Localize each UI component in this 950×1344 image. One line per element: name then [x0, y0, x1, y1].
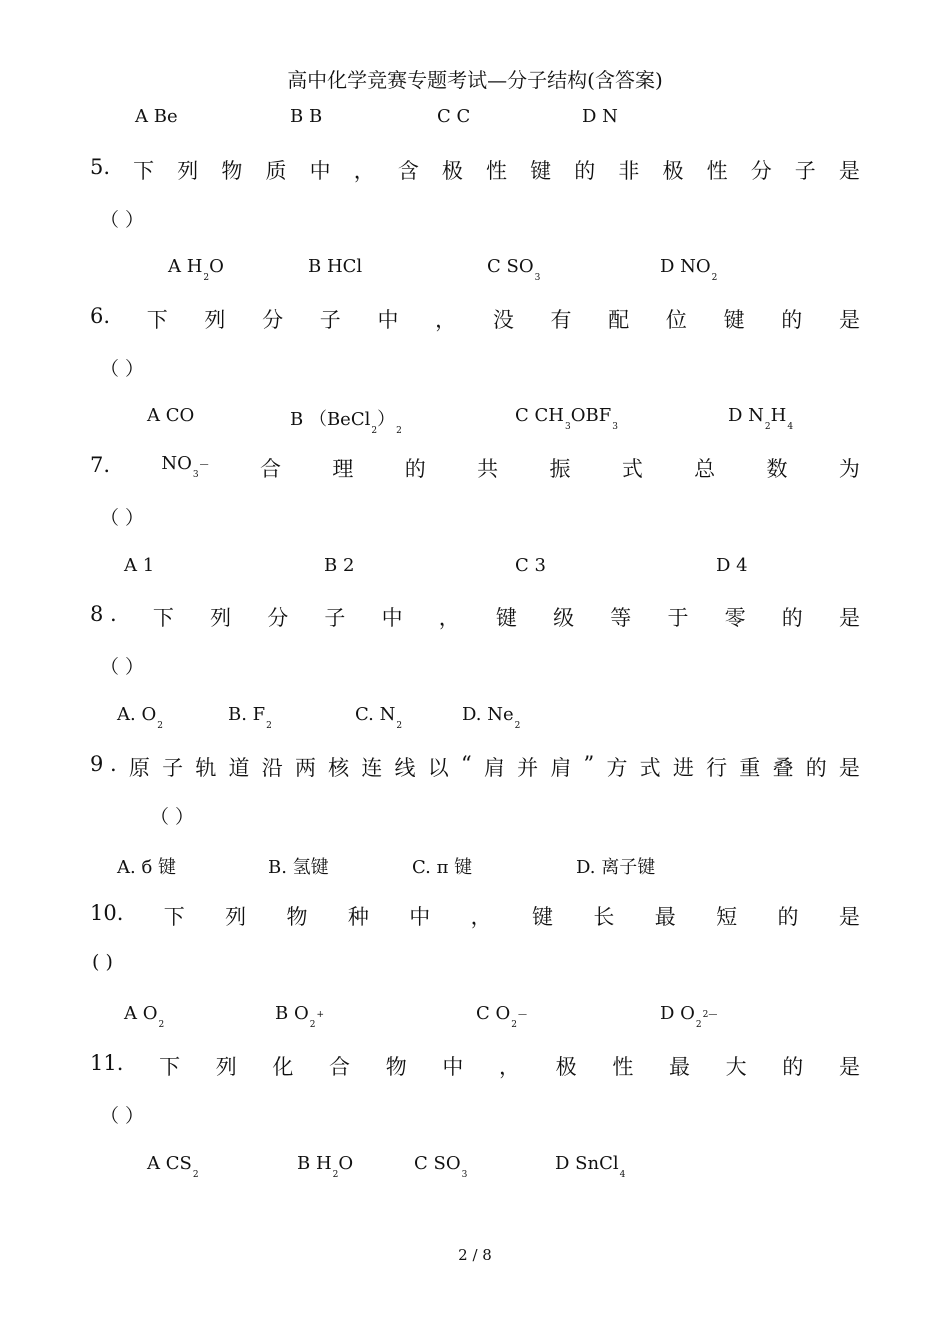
option-b: B HCl — [308, 256, 363, 277]
stem-char: “ — [460, 752, 472, 776]
stem-char: 是 — [838, 1055, 860, 1079]
stem-char: 列 — [210, 606, 232, 630]
stem-char: 是 — [838, 756, 860, 780]
option-d: D SnCl$_4$ — [555, 1153, 626, 1180]
option-c: C $SO_3$ — [414, 1153, 468, 1180]
stem-char: 短 — [716, 905, 738, 929]
answer-blank: （ ） — [100, 507, 145, 529]
option-d: D N — [582, 106, 618, 127]
stem-char: 子 — [324, 606, 346, 630]
stem-char: 核 — [328, 756, 350, 780]
question-6-stem — [90, 304, 860, 334]
stem-char: 的 — [404, 457, 426, 481]
stem-char: 的 — [805, 756, 827, 780]
question-number: 9 . — [90, 752, 117, 776]
option-b: B. $F_2$ — [228, 704, 272, 731]
option-a: A $H_2O$ — [168, 256, 224, 283]
stem-char: ， — [470, 905, 492, 929]
question-number: 6. — [90, 304, 111, 328]
answer-blank: （ ） — [100, 656, 145, 678]
stem-char: ， — [353, 159, 375, 183]
stem-char: 物 — [286, 905, 308, 929]
question-number: 10. — [90, 901, 124, 925]
stem-char: 最 — [668, 1055, 690, 1079]
option-a: A Be — [135, 106, 178, 127]
stem-char: 合 — [260, 457, 282, 481]
stem-char: 长 — [593, 905, 615, 929]
stem-char: 列 — [225, 905, 247, 929]
question-number: 8 . — [90, 602, 117, 626]
stem-char: 的 — [781, 308, 803, 332]
option-a: A CO — [147, 405, 195, 426]
answer-blank: （ ） — [100, 358, 145, 380]
stem-char: 方 — [606, 756, 628, 780]
stem-char: 等 — [610, 606, 632, 630]
stem-char: 道 — [228, 756, 250, 780]
stem-char: 下 — [159, 1055, 181, 1079]
option-c: C $CH_3OBF_3$ — [515, 405, 618, 432]
stem-char: 质 — [265, 159, 287, 183]
option-a: A $O_2$ — [124, 1003, 165, 1030]
option-c: C. π 键 — [412, 857, 473, 878]
stem-char: 原 — [128, 756, 150, 780]
stem-char: 分 — [750, 159, 772, 183]
stem-char: 键 — [495, 606, 517, 630]
stem-char: 叠 — [772, 756, 794, 780]
stem-char: 分 — [267, 606, 289, 630]
stem-char: 行 — [706, 756, 728, 780]
stem-char: 中 — [409, 905, 431, 929]
stem-char: 子 — [162, 756, 184, 780]
option-b: B. 氢键 — [268, 857, 329, 878]
stem-char: 沿 — [261, 756, 283, 780]
option-d: D. 离子键 — [576, 857, 656, 878]
answer-blank: ( ) — [92, 951, 113, 973]
stem-char: 零 — [724, 606, 746, 630]
stem-char: 大 — [725, 1055, 747, 1079]
stem-char: 列 — [177, 159, 199, 183]
stem-char: 两 — [294, 756, 316, 780]
stem-char: 于 — [667, 606, 689, 630]
option-d: D. $Ne_2$ — [462, 704, 521, 731]
stem-char: 最 — [654, 905, 676, 929]
option-c: C $SO_3$ — [487, 256, 541, 283]
stem-char: 列 — [204, 308, 226, 332]
stem-char: 级 — [553, 606, 575, 630]
question-7-stem — [90, 453, 860, 483]
stem-char: 为 — [838, 457, 860, 481]
option-b: B $(BeCl_2)_2$ — [290, 409, 402, 436]
stem-char: 有 — [550, 308, 572, 332]
stem-char: 没 — [492, 308, 514, 332]
stem-char: 物 — [221, 159, 243, 183]
stem-char: 理 — [332, 457, 354, 481]
option-d: D $O_22—$ — [660, 1003, 718, 1030]
stem-char: 物 — [385, 1055, 407, 1079]
stem-char: 的 — [781, 606, 803, 630]
stem-char: ， — [499, 1055, 520, 1079]
stem-char: 是 — [838, 159, 860, 183]
option-c: C 3 — [515, 555, 546, 576]
answer-blank: （ ） — [100, 209, 145, 231]
stem-char: 下 — [163, 905, 185, 929]
answer-blank: （ ） — [100, 1105, 145, 1127]
page-title: 高中化学竞赛专题考试—分子结构(含答案) — [287, 68, 663, 92]
question-number: 11. — [90, 1051, 124, 1075]
question-number: 7. — [90, 453, 111, 477]
stem-char: 共 — [477, 457, 499, 481]
stem-char: 振 — [549, 457, 571, 481]
stem-char: 键 — [530, 159, 552, 183]
stem-char: 下 — [152, 606, 174, 630]
stem-char: ” — [583, 752, 595, 776]
option-b: B $O_2+$ — [275, 1003, 324, 1030]
question-8-stem — [90, 602, 860, 632]
stem-char: 是 — [838, 308, 860, 332]
stem-char: 分 — [262, 308, 284, 332]
stem-char: 的 — [782, 1055, 804, 1079]
stem-char: 轨 — [195, 756, 217, 780]
stem-char: 以 — [427, 756, 449, 780]
option-c: C C — [437, 106, 471, 127]
question-11-stem — [90, 1051, 860, 1081]
stem-char: ， — [438, 606, 460, 630]
stem-char: 中 — [377, 308, 399, 332]
option-a: A. б 键 — [117, 857, 177, 878]
stem-char: 子 — [794, 159, 816, 183]
stem-char: 性 — [612, 1055, 634, 1079]
option-a: A 1 — [124, 555, 155, 576]
option-d: D $N_2H_4$ — [728, 405, 794, 432]
option-c: C $O_2—$ — [476, 1003, 527, 1030]
option-b: B 2 — [324, 555, 355, 576]
stem-char: 种 — [347, 905, 369, 929]
stem-char: 式 — [639, 756, 661, 780]
stem-char: 键 — [723, 308, 745, 332]
option-b: B B — [290, 106, 323, 127]
stem-char: 合 — [329, 1055, 351, 1079]
stem-char: 键 — [532, 905, 554, 929]
stem-char: 性 — [706, 159, 728, 183]
stem-char: 式 — [621, 457, 643, 481]
question-10-stem — [90, 901, 860, 931]
answer-blank: （ ） — [150, 806, 195, 828]
stem-char: 子 — [319, 308, 341, 332]
stem-char: 极 — [662, 159, 684, 183]
nitrate-formula: NO3— — [161, 453, 209, 480]
stem-char: 肩 — [550, 756, 572, 780]
stem-char: 总 — [694, 457, 716, 481]
stem-char: 性 — [486, 159, 508, 183]
stem-char: 极 — [555, 1055, 577, 1079]
question-number: 5. — [90, 155, 111, 179]
stem-char: ， — [435, 308, 457, 332]
stem-char: 化 — [272, 1055, 294, 1079]
option-d: D 4 — [716, 555, 748, 576]
stem-char: 的 — [777, 905, 799, 929]
stem-char: 肩 — [483, 756, 505, 780]
stem-char: 配 — [608, 308, 630, 332]
option-a: A. $O_2$ — [117, 704, 163, 731]
stem-char: 非 — [618, 159, 640, 183]
stem-char: 线 — [394, 756, 416, 780]
stem-char: 连 — [361, 756, 383, 780]
stem-char: 含 — [397, 159, 419, 183]
stem-char: 的 — [574, 159, 596, 183]
stem-char: 中 — [442, 1055, 464, 1079]
question-5-stem — [90, 155, 860, 185]
stem-char: 位 — [665, 308, 687, 332]
stem-char: 下 — [133, 159, 155, 183]
stem-char: 进 — [672, 756, 694, 780]
stem-char: 是 — [838, 606, 860, 630]
stem-char: 下 — [146, 308, 168, 332]
option-d: D $NO_2$ — [660, 256, 718, 283]
stem-char: 并 — [517, 756, 539, 780]
option-b: B $H_2O$ — [297, 1153, 354, 1180]
page-number: 2 / 8 — [458, 1246, 492, 1264]
stem-char: 是 — [838, 905, 860, 929]
option-c: C. $N_2$ — [355, 704, 403, 731]
stem-char: 列 — [215, 1055, 237, 1079]
stem-char: 数 — [766, 457, 788, 481]
stem-char: 中 — [309, 159, 331, 183]
question-9-stem — [90, 752, 860, 782]
stem-char: 重 — [739, 756, 761, 780]
option-a: A $CS_2$ — [147, 1153, 199, 1180]
stem-char: 中 — [381, 606, 403, 630]
stem-char: 极 — [441, 159, 463, 183]
